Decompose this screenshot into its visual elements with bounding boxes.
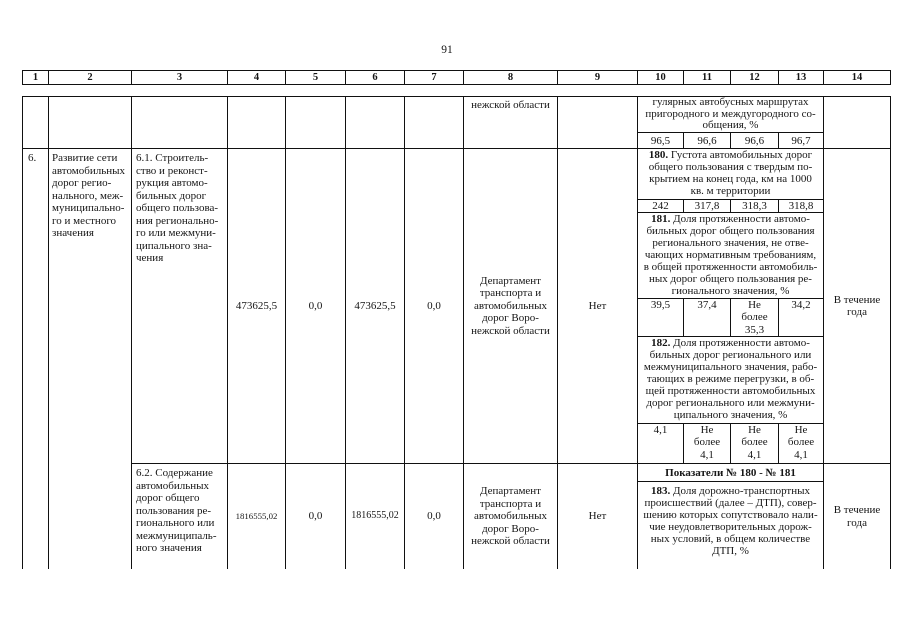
indicator-number: 181.: [651, 213, 671, 225]
indicator-value-cell-line: 37,4: [697, 299, 717, 311]
sub1-col9-cell: [557, 148, 638, 464]
indicator-text-line: межмуниципального значения, рабо-: [643, 361, 818, 373]
indicator-value-cell-line: более: [787, 436, 815, 449]
sub2-col4-value: 1816555,02: [235, 511, 278, 522]
indicator-text-line: крытием на конец года, км на 1000: [649, 173, 812, 185]
sub1-executor-cell-line: автомобильных: [474, 299, 547, 312]
header-cell-1: 1: [22, 70, 49, 85]
indicator-value-cell-line: 4,1: [653, 424, 668, 436]
row6-name-cell-line: дорог регио-: [52, 177, 112, 189]
indicator-value-cell: [637, 423, 684, 464]
indicator-text-line: ных дорог общего пользования ре-: [649, 273, 812, 285]
indicator-value-cell-line: 317,8: [694, 200, 720, 212]
indicator-value-cell-line: 35,3: [744, 323, 765, 336]
row6-name-cell-line: Развитие сети: [52, 152, 118, 164]
sub1-executor-cell-line: Департамент: [479, 274, 541, 287]
sub1-name-cell-line: го или межмуни-: [136, 227, 216, 239]
indicator-value-cell: [730, 199, 779, 213]
sub1-col6-cell: [345, 148, 405, 464]
indicator-182-cell: [637, 336, 824, 424]
sub2-col7-cell: [404, 463, 464, 569]
indicator-first-text: Доля протяженности автомо-: [673, 337, 810, 349]
sub2-col9-cell: [557, 463, 638, 569]
sub2-name-cell-line: 6.2. Содержание: [136, 467, 213, 479]
indicator-value-cell-line: более: [693, 436, 721, 449]
sub2-executor-cell-line: автомобильных: [474, 510, 547, 523]
sub2-col5-value: 0,0: [308, 510, 323, 523]
indicator-value-cell: [683, 199, 731, 213]
indicator-text-line: в общей протяженности автомобиль-: [643, 261, 818, 273]
row6-name-cell-line: значения: [52, 227, 94, 239]
sub1-executor-cell-line: транспорта и: [479, 287, 542, 300]
indicator-value-cell-line: более: [741, 311, 768, 324]
continuation-col2-cell: [48, 96, 132, 149]
continuation-col6-cell: [345, 96, 405, 149]
indicator-value-cell: [778, 199, 824, 213]
sub2-col6-cell: [345, 463, 405, 569]
continuation-col9-cell: [557, 96, 638, 149]
header-cell-7: 7: [404, 70, 464, 85]
sub1-name-cell-line: ство и реконст-: [136, 164, 208, 177]
sub1-name-cell-line: рукция автомо-: [136, 177, 208, 189]
indicator-text-line: дорог регионального или межмуни-: [646, 397, 815, 409]
sub2-col4-cell: [227, 463, 286, 569]
sub1-col4-value: 473625,5: [235, 299, 278, 312]
header-cell-4: 4: [227, 70, 286, 85]
indicator-text-line: общего пользования с твердым по-: [648, 161, 813, 173]
sub2-term-cell: [823, 463, 891, 569]
sub2-name-cell-line: автомобильных: [136, 479, 209, 492]
continuation-col7-cell: [404, 96, 464, 149]
header-cell-2: 2: [48, 70, 132, 85]
indicator-183-cell: [637, 481, 824, 569]
sub1-term-cell-line: года: [847, 306, 867, 318]
continuation-col14-cell: [823, 96, 891, 149]
sub2-executor-cell: [463, 463, 558, 569]
indicator-number: 182.: [651, 337, 671, 349]
header-cell-11: 11: [683, 70, 731, 85]
sub1-name-cell-line: ципального зна-: [136, 239, 212, 252]
header-cell-14: 14: [823, 70, 891, 85]
indicators-reference-cell: [637, 463, 824, 482]
indicator-first-text: Доля дорожно-транспортных: [672, 485, 811, 497]
sub2-name-cell-line: ного значения: [136, 542, 202, 554]
indicator-value-cell-line: 318,8: [788, 200, 814, 212]
sub1-name-cell-line: общего пользова-: [136, 202, 219, 214]
sub2-executor-cell-line: дорог Воро-: [482, 522, 539, 535]
indicator-181-cell: [637, 212, 824, 299]
indicator-text-line: чие неудовлетворительных дорож-: [649, 521, 812, 533]
indicator-value-cell-line: Не: [700, 424, 714, 436]
sub1-col9-value: Нет: [588, 299, 607, 312]
indicator-first-text: Густота автомобильных дорог: [670, 149, 813, 161]
indicator-value-cell: [730, 423, 779, 464]
continuation-executor-cell-line: нежской области: [471, 99, 550, 111]
indicator-number: 180.: [648, 149, 669, 161]
indicator-value-cell: [778, 423, 824, 464]
indicator-text: [638, 225, 823, 297]
indicator-first-line: [638, 485, 823, 497]
indicator-text-line: кв. м территории: [690, 185, 771, 197]
indicator-value-cell-line: 39,5: [650, 299, 671, 311]
indicator-value-cell-line: Не: [748, 424, 761, 436]
indicator-text: [638, 497, 823, 557]
sub2-col7-value: 0,0: [427, 510, 441, 523]
indicator-text-line: ДТП, %: [712, 545, 749, 557]
sub1-col7-cell: [404, 148, 464, 464]
indicator-first-line: [638, 213, 823, 225]
indicator-value-cell: [730, 298, 779, 337]
sub2-term-cell-line: года: [847, 516, 867, 529]
indicator-value-cell-line: Не: [748, 299, 761, 311]
indicator-value-cell-line: 4,1: [700, 448, 714, 461]
continuation-executor-cell: [463, 96, 558, 149]
sub2-col9-value: Нет: [588, 510, 607, 523]
sub1-executor-cell: [463, 148, 558, 464]
sub2-col6-value: 1816555,02: [351, 510, 399, 522]
row6-name-cell-line: муниципально-: [52, 202, 125, 214]
sub1-name-cell-line: чения: [136, 252, 164, 264]
continuation-value-cell: 96,6: [730, 132, 779, 149]
indicator-first-line: [638, 149, 823, 161]
continuation-indicator-cell-line: общения, %: [702, 119, 759, 131]
sub1-col7-value: 0,0: [427, 299, 441, 312]
sub2-name-cell-line: межмуниципаль-: [136, 529, 217, 542]
indicator-value-cell: [637, 298, 684, 337]
continuation-indicator-cell-line: гулярных автобусных маршрутах: [652, 96, 809, 108]
indicator-text: [638, 161, 823, 197]
indicator-value-cell: [778, 298, 824, 337]
continuation-indicator-cell: [637, 96, 824, 133]
sub2-executor-cell-line: нежской области: [471, 535, 550, 548]
header-cell-12: 12: [730, 70, 779, 85]
row6-name-cell-line: го и местного: [52, 214, 117, 227]
sub1-executor-cell-line: дорог Воро-: [482, 312, 539, 325]
page-number: 91: [441, 44, 453, 56]
indicator-text: [638, 349, 823, 421]
indicator-value-cell-line: 34,2: [791, 299, 811, 311]
indicator-first-text: Доля протяженности автомо-: [673, 213, 810, 225]
indicator-value-cell: [683, 298, 731, 337]
indicators-reference: Показатели № 180 - № 181: [665, 466, 796, 479]
indicator-text-line: бильных дорог регионального или: [649, 349, 812, 361]
sub1-name-cell-line: 6.1. Строитель-: [136, 152, 209, 164]
row6-name-cell: [48, 148, 132, 569]
sub1-term-cell: [823, 148, 891, 464]
indicator-value-cell: [683, 423, 731, 464]
sub2-executor-cell-line: Департамент: [479, 485, 541, 498]
indicator-value-cell-line: Не: [794, 424, 808, 436]
indicator-text-line: бильных дорог общего пользования: [646, 225, 815, 237]
header-cell-10: 10: [637, 70, 684, 85]
sub1-term-cell-line: В течение: [833, 293, 881, 306]
sub2-name-cell-line: дорог общего: [136, 492, 200, 504]
sub1-name-cell: [131, 148, 228, 464]
row6-number-cell: [22, 148, 49, 569]
sub1-col5-cell: [285, 148, 346, 464]
indicator-text-line: ципального значения, %: [673, 409, 788, 421]
sub1-name-cell-line: ния регионально-: [136, 214, 219, 227]
sub1-col6-value: 473625,5: [354, 299, 396, 312]
continuation-col4-cell: [227, 96, 286, 149]
header-cell-3: 3: [131, 70, 228, 85]
continuation-value-cell: 96,7: [778, 132, 824, 149]
indicator-text-line: щей протяженности автомобильных: [645, 385, 816, 397]
indicator-value-cell-line: 4,1: [794, 448, 808, 461]
indicator-180-cell: [637, 148, 824, 200]
indicator-value-cell: [637, 199, 684, 213]
continuation-col3-cell: [131, 96, 228, 149]
header-cell-6: 6: [345, 70, 405, 85]
continuation-col1-cell: [22, 96, 49, 149]
sub1-col5-value: 0,0: [308, 299, 323, 312]
sub1-col4-cell: [227, 148, 286, 464]
indicator-text-line: происшествий (далее – ДТП), совер-: [644, 497, 817, 509]
indicator-number: 183.: [650, 485, 671, 497]
header-cell-13: 13: [778, 70, 824, 85]
continuation-col5-cell: [285, 96, 346, 149]
sub2-term-cell-line: В течение: [833, 504, 881, 517]
continuation-indicator-cell-line: пригородного и междугородного со-: [645, 107, 816, 120]
header-cell-9: 9: [557, 70, 638, 85]
sub1-executor-cell-line: нежской области: [471, 324, 550, 337]
indicator-text-line: чающих нормативным требованиям,: [644, 249, 817, 261]
indicator-value-cell-line: 318,3: [742, 200, 767, 212]
indicator-value-cell-line: более: [741, 436, 768, 449]
indicator-value-cell-line: 4,1: [747, 448, 762, 461]
row6-number: 6.: [28, 152, 37, 164]
indicator-value-cell-line: 242: [652, 200, 669, 212]
sub2-name-cell-line: гионального или: [136, 517, 215, 529]
header-cell-8: 8: [463, 70, 558, 85]
continuation-value-cell: 96,6: [683, 132, 731, 149]
indicator-text-line: гионального значения, %: [671, 285, 790, 297]
row6-name-cell-line: нального, меж-: [52, 189, 124, 202]
header-cell-5: 5: [285, 70, 346, 85]
sub2-name-cell-line: пользования ре-: [136, 504, 212, 517]
sub1-name-cell-line: бильных дорог: [136, 189, 207, 202]
continuation-value-cell: 96,5: [637, 132, 684, 149]
sub2-col5-cell: [285, 463, 346, 569]
row6-name-cell-line: автомобильных: [52, 164, 125, 177]
sub2-executor-cell-line: транспорта и: [479, 497, 542, 510]
indicator-first-line: [638, 337, 823, 349]
indicator-text-line: шению которых сопутствовало нали-: [643, 509, 818, 521]
indicator-text-line: ных условий, в общем количестве: [650, 533, 811, 545]
indicator-text-line: тающих в режиме перегрузки, в об-: [646, 373, 815, 385]
indicator-text-line: регионального значения, не отве-: [652, 237, 809, 249]
sub2-name-cell: [131, 463, 228, 569]
